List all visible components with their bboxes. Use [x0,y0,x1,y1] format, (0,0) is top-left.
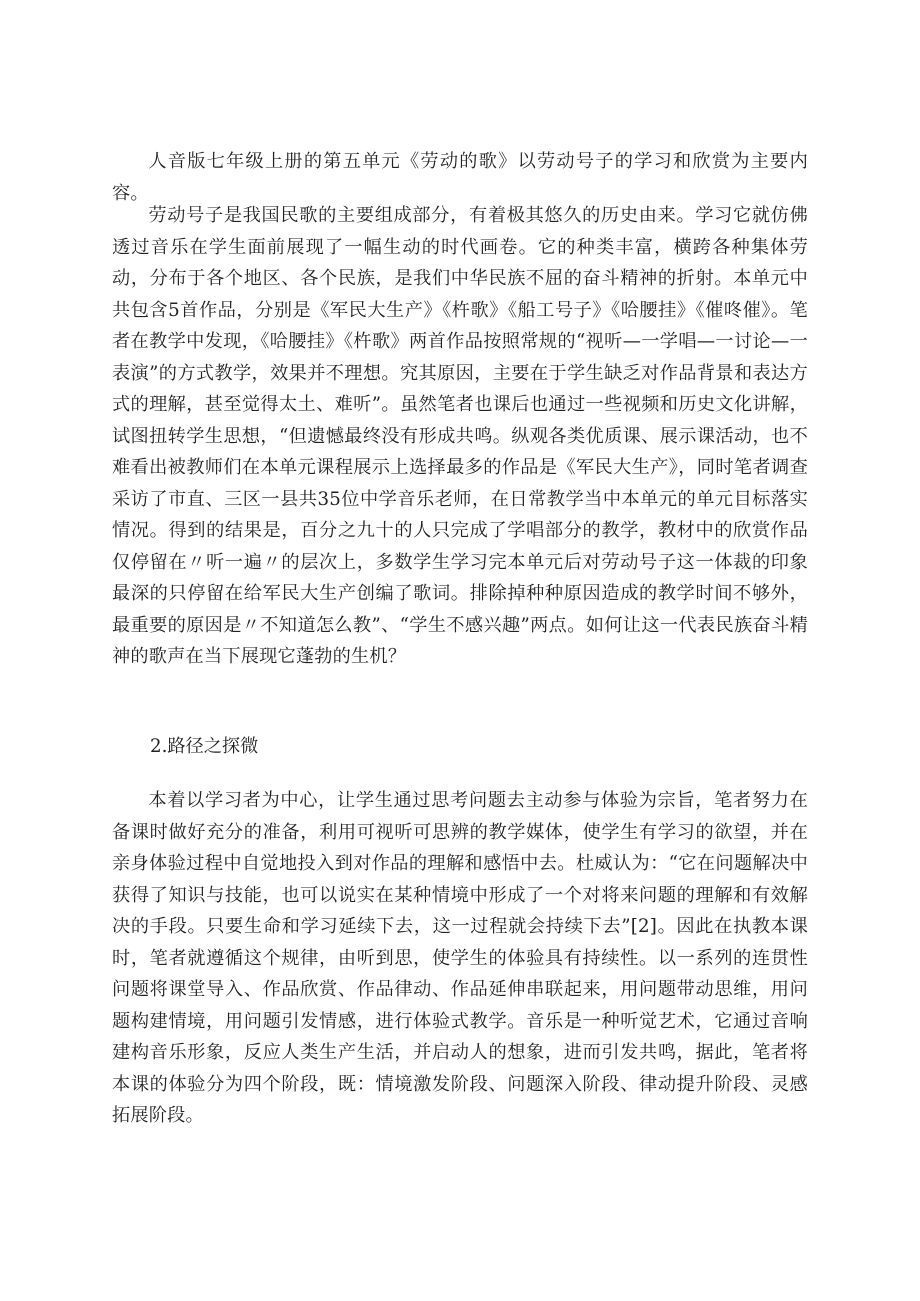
path-exploration-paragraph: 本着以学习者为中心，让学生通过思考问题去主动参与体验为宗旨，笔者努力在备课时做好充分的准备，利用可视听可思辨的教学媒体，使学生有学习的欲望，并在亲身体验过程中自觉地投入到对作品的理解和感悟中去。杜威认为：“它在问题解决中获得了知识与技能，也可以说实在某种情境中形成了一个对将来问题的理解和有效解决的手段。只要生命和学习延续下去，这一过程就会持续下去”[2]。因此在执教本课时，笔者就遵循这个规律，由听到思，使学生的体验具有持续性。以一系列的连贯性问题将课堂导入、作品欣赏、作品律动、作品延伸串联起来，用问题带动思维，用问题构建情境，用问题引发情感，进行体验式教学。音乐是一种听觉艺术，它通过音响建构音乐形象，反应人类生产生活，并启动人的想象，进而引发共鸣，据此，笔者将本课的体验分为四个阶段，既：情境激发阶段、问题深入阶段、律动提升阶段、灵感拓展阶段。 [112,790,808,1126]
intro-paragraph: 人音版七年级上册的第五单元《劳动的歌》以劳动号子的学习和欣赏为主要内容。 [112,151,808,204]
section-heading: 2.路径之探微 [150,736,259,757]
labor-chant-paragraph: 劳动号子是我国民歌的主要组成部分，有着极其悠久的历史由来。学习它就仿佛透过音乐在学生面前展现了一幅生动的时代画卷。它的种类丰富，横跨各种集体劳动，分布于各个地区、各个民族，是我们中华民族不屈的奋斗精神的折射。本单元中共包含5首作品，分别是《军民大生产》《杵歌》《船工号子》《哈腰挂》《催咚催》。笔者在教学中发现，《哈腰挂》《杵歌》两首作品按照常规的“视听—一学唱—一讨论—一表演”的方式教学，效果并不理想。究其原因，主要在于学生缺乏对作品背景和表达方式的理解，甚至觉得太土、难听”。虽然笔者也课后也通过一些视频和历史文化讲解，试图扭转学生思想，“但遗憾最终没有形成共鸣。纵观各类优质课、展示课活动，也不难看出被教师们在本单元课程展示上选择最多的作品是《军民大生产》，同时笔者调查采访了市直、三区一县共35位中学音乐老师，在日常教学当中本单元的单元目标落实情况。得到的结果是，百分之九十的人只完成了学唱部分的教学，教材中的欣赏作品仅停留在〃听一遍〃的层次上，多数学生学习完本单元后对劳动号子这一体裁的印象最深的只停留在给军民大生产创编了歌词。排除掉种种原因造成的教学时间不够外，最重要的原因是〃不知道怎么教”、“学生不感兴趣”两点。如何让这一代表民族奋斗精神的歌声在当下展现它蓬勃的生机？ [112,205,808,667]
